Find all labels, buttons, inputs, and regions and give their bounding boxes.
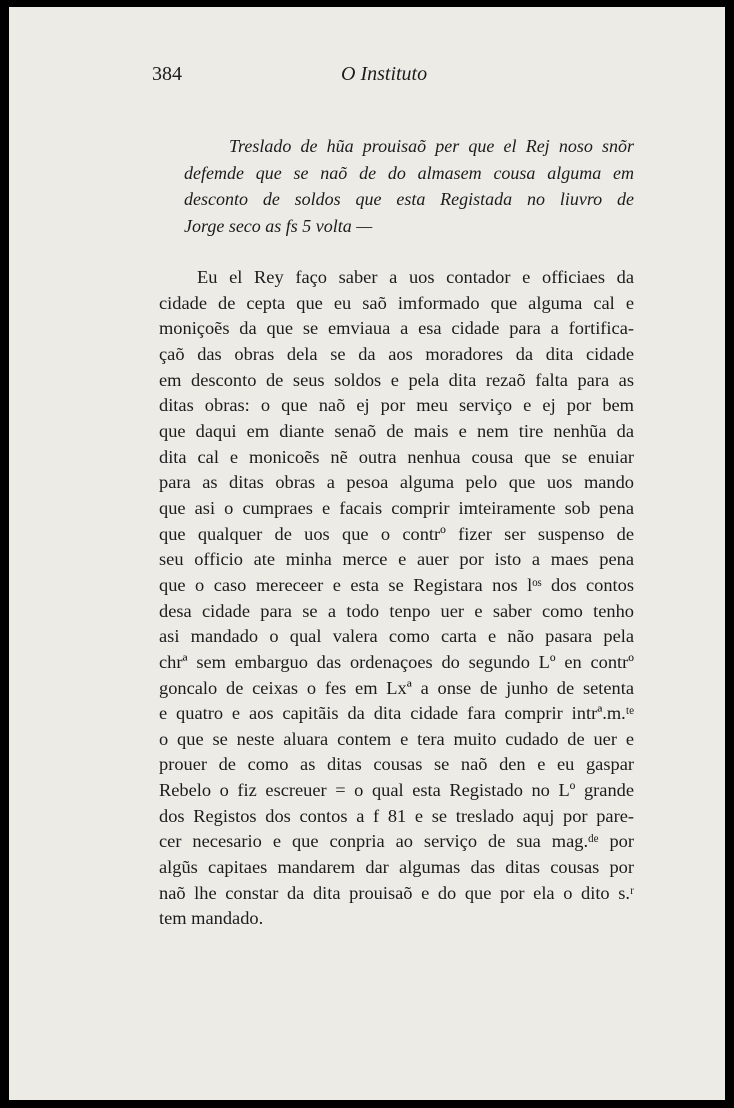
body-line: tem mandado. — [159, 908, 264, 929]
body-line: çaõ das obras dela se da aos moradores da dita cidade — [159, 343, 634, 364]
body-paragraph — [159, 265, 634, 932]
body-line: dos Registos dos contos a f 81 e se treslado aquj por pare- — [159, 805, 634, 826]
document-heading — [184, 133, 634, 239]
body-line: Rebelo o fiz escreuer = o qual esta Registado no Lº grande — [159, 780, 634, 801]
body-line: que daqui em diante senaõ de mais e nem tire nenhũa da — [159, 420, 634, 441]
body-line: goncalo de ceixas o fes em Lxª a onse de junho de setenta — [159, 677, 634, 698]
running-title: O Instituto — [341, 63, 428, 85]
body-line: Eu el Rey faço saber a uos contador e officiaes da — [197, 267, 634, 287]
body-line: cidade de cepta que eu saõ imformado que alguma cal e — [159, 292, 634, 313]
page-number: 384 — [152, 63, 182, 85]
body-line: e quatro e aos capitãis da dita cidade fara comprir intrª.m.ᵗᵉ — [159, 703, 634, 724]
body-line: desa cidade para se a todo tenpo uer e saber como tenho — [159, 600, 634, 621]
body-line: que o caso mereceer e esta se Registara nos lᵒˢ dos contos — [159, 574, 634, 595]
body-line: dita cal e monicoẽs nẽ outra nenhua cousa que se enuiar — [159, 446, 634, 467]
body-line: que qualquer de uos que o contrº fizer ser suspenso de — [159, 523, 634, 544]
body-line: o que se neste aluara contem e tera muito cudado de uer e — [159, 728, 634, 749]
heading-line: defemde que se naõ de do almasem cousa alguma em — [184, 162, 634, 183]
heading-line: desconto de soldos que esta Registada no liuvro de — [184, 189, 634, 209]
body-line: ditas obras: o que naõ ej por meu serviço e ej por bem — [159, 395, 634, 416]
book-page — [9, 7, 725, 1100]
body-line: para as ditas obras a pesoa alguma pelo que uos mando — [159, 472, 634, 493]
body-line: chrª sem embarguo das ordenaçoes do segundo Lº en contrº — [159, 651, 634, 672]
heading-line: Treslado de hũa prouisaõ per que el Rej noso snõr — [229, 136, 634, 156]
body-line: naõ lhe constar da dita prouisaõ e do que por ela o dito s.ʳ — [159, 882, 634, 903]
body-line: em desconto de seus soldos e pela dita rezaõ falta para as — [159, 369, 634, 390]
body-line: algũs capitaes mandarem dar algumas das ditas cousas por — [159, 857, 634, 878]
body-line: que asi o cumpraes e facais comprir imteiramente sob pena — [159, 497, 634, 518]
heading-line: Jorge seco as fs 5 volta — — [184, 215, 373, 236]
body-line: moniçoẽs da que se emviaua a esa cidade para a fortifica- — [159, 318, 634, 339]
body-line: asi mandado o qual valera como carta e não pasara pela — [159, 626, 634, 647]
body-line: prouer de como as ditas cousas se naõ den e eu gaspar — [159, 754, 634, 775]
body-line: cer necesario e que conpria ao serviço de sua mag.ᵈᵉ por — [159, 831, 634, 852]
body-line: seu officio ate minha merce e auer por isto a maes pena — [159, 549, 634, 570]
